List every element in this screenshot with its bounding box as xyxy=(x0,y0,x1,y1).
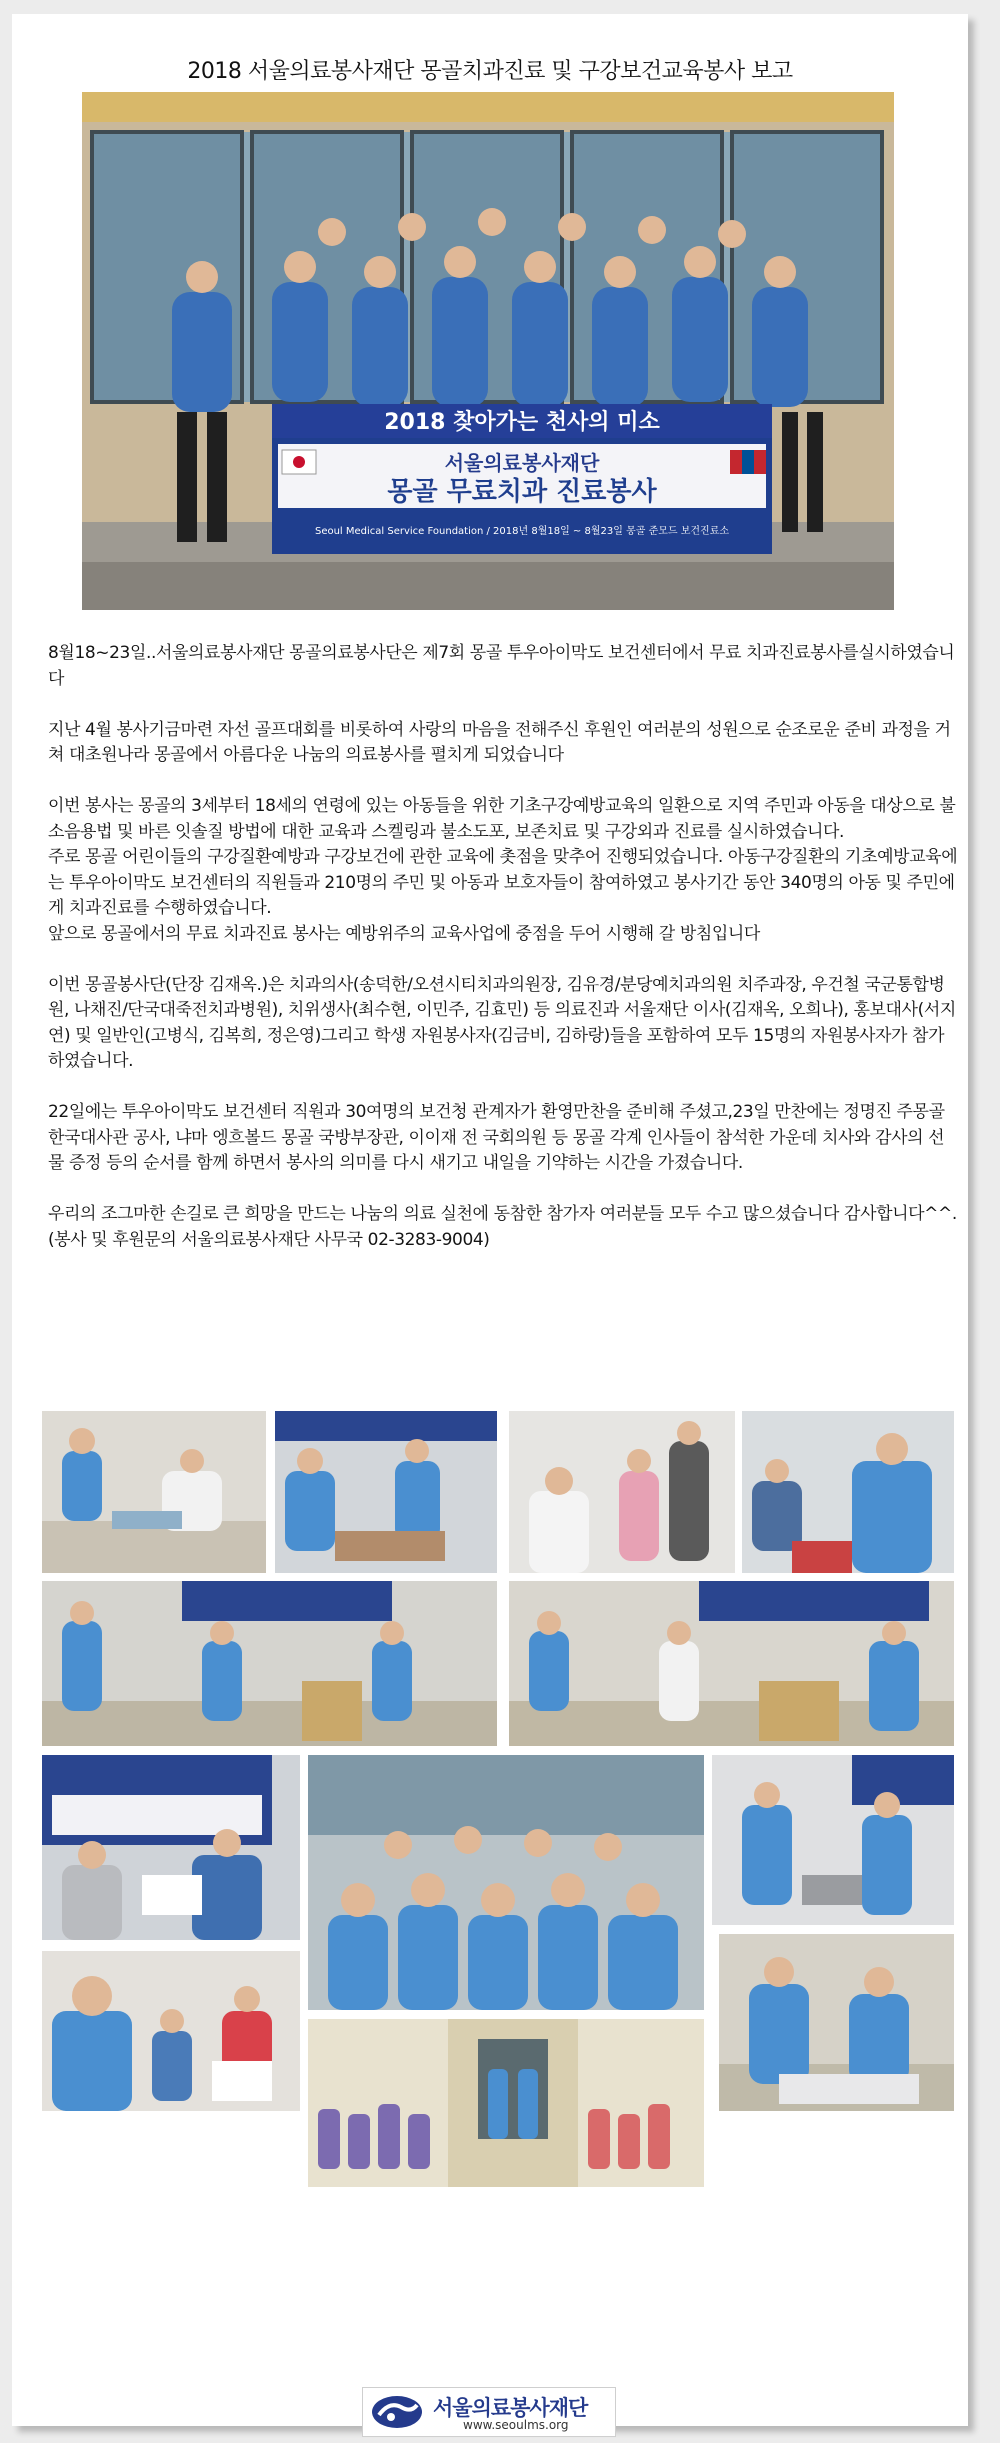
collage-photo xyxy=(308,1755,704,2010)
paragraph: 우리의 조그마한 손길로 큰 희망을 만드는 나눔의 의료 실천에 동참한 참가자 여러분들 모두 수고 많으셨습니다 감사합니다^^. (봉사 및 후원문의 서울의료봉사재단 사무국 02-3283-9004) xyxy=(48,1204,957,1250)
paragraph: 지난 4월 봉사기금마련 자선 골프대회를 비롯하여 사랑의 마음을 전해주신 후원인 여러분의 성원으로 순조로운 준비 과정을 거쳐 대초원나라 몽골에서 아름다운 나눔의 의료봉사를 펼치게 되었습니다 xyxy=(48,719,951,765)
collage-photo xyxy=(42,1951,300,2111)
banner-sub: Seoul Medical Service Foundation / 2018년 8월18일 ~ 8월23일 몽골 준모드 보건진료소 xyxy=(314,526,730,537)
collage-photo xyxy=(712,1755,954,1925)
paragraph: 이번 봉사는 몽골의 3세부터 18세의 연령에 있는 아동들을 위한 기초구강예방교육의 일환으로 지역 주민과 아동을 대상으로 불소음용법 및 바른 잇솔질 방법에 대한 교육과 스켈링과 불소도포, 보존치료 및 구강외과 진료를 실시하였습니다. 주로 몽골 어린이들의 구강질환예방과 구강보건에 관한 교육에 촛점을 맞추어 진행되었습니다. 아동구강질환의 기초예방교육에는 투우아이막도 보건센터의 직원들과 210명의 주민 및 아동과 보호자들이 참여하였고 봉사기간 동안 340명의 아동 및 주민에게 치과진료를 수행하였습니다. 앞으로 몽골에서의 무료 치과진료 봉사는 예방위주의 교육사업에 중점을 두어 시행해 갈 방침입니다 xyxy=(48,796,958,944)
foundation-emblem-icon xyxy=(371,2395,423,2429)
report-body xyxy=(48,641,958,1279)
korea-flag-icon xyxy=(282,450,316,474)
collage-photo xyxy=(719,1934,954,2111)
collage-photo xyxy=(42,1411,266,1573)
group-photo xyxy=(82,92,894,610)
collage-photo xyxy=(742,1411,954,1573)
mongolia-flag-icon xyxy=(730,450,766,474)
collage-photo xyxy=(308,2019,704,2187)
collage-photo xyxy=(42,1581,497,1746)
report-title: 2018 서울의료봉사재단 몽골치과진료 및 구강보건교육봉사 보고 xyxy=(187,59,793,84)
logo-name: 서울의료봉사재단 xyxy=(433,2396,588,2420)
foundation-logo xyxy=(362,2387,616,2437)
collage-photo xyxy=(42,1755,300,1940)
collage-photo xyxy=(509,1411,735,1573)
banner-main: 몽골 무료치과 진료봉사 xyxy=(387,477,657,507)
collage-photo xyxy=(275,1411,497,1573)
report-page xyxy=(12,14,968,2432)
paragraph: 22일에는 투우아이막도 보건센터 직원과 30여명의 보건청 관계자가 환영만찬을 준비해 주셨고,23일 만찬에는 정명진 주몽골 한국대사관 공사, 냐마 엥흐볼드 몽골 국방부장관, 이이재 전 국회의원 등 몽골 각계 인사들이 참석한 가운데 치사와 감사의 선물 증정 등의 순서를 함께 하면서 봉사의 의미를 다시 새기고 내일을 기약하는 시간을 가졌습니다. xyxy=(48,1102,945,1173)
logo-url: www.seoulms.org xyxy=(463,2418,569,2432)
paragraph: 8월18~23일..서울의료봉사재단 몽골의료봉사단은 제7회 몽골 투우아이막도 보건센터에서 무료 치과진료봉사를실시하였습니다 xyxy=(48,643,955,689)
paragraph: 이번 몽골봉사단(단장 김재옥.)은 치과의사(송덕한/오션시티치과의원장, 김유경/분당예치과의원 치주과장, 우건철 국군통합병원, 나채진/단국대죽전치과병원), 치위생사(최수현, 이민주, 김효민) 등 의료진과 서울재단 이사(김재옥, 오희나), 홍보대사(서지연) 및 일반인(고병식, 김복희, 정은영)그리고 학생 자원봉사자(김금비, 김하랑)들을 포함하여 모두 15명의 자원봉사자가 참가하였습니다. xyxy=(48,974,956,1071)
banner-org: 서울의료봉사재단 xyxy=(444,451,600,475)
banner-line1: 2018 찾아가는 천사의 미소 xyxy=(384,410,660,435)
collage-photo xyxy=(509,1581,954,1746)
